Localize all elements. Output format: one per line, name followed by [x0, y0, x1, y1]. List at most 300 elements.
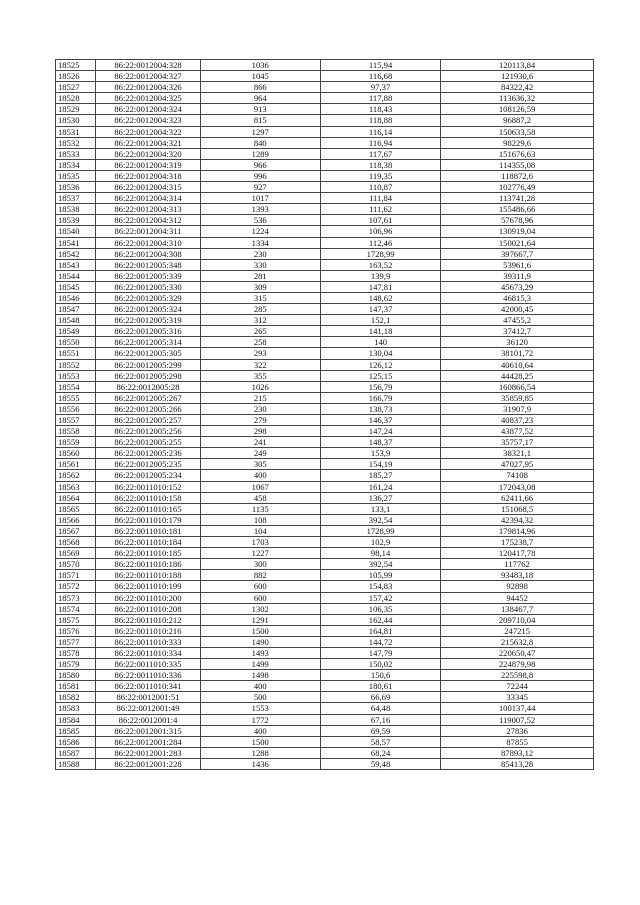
value-cell: 114355,08 [441, 159, 594, 170]
rate-cell: 125,15 [320, 370, 440, 381]
table-row [56, 270, 594, 281]
area-cell: 500 [200, 692, 320, 703]
data-table-body [56, 60, 594, 770]
value-cell: 31907,9 [441, 403, 594, 414]
cadastral-number-cell: 86:22:0011010:199 [96, 581, 200, 592]
area-cell: 300 [200, 559, 320, 570]
table-row [56, 71, 594, 82]
value-cell: 47455,2 [441, 315, 594, 326]
area-cell: 866 [200, 82, 320, 93]
value-cell: 119007,52 [441, 714, 594, 725]
area-cell: 249 [200, 448, 320, 459]
rate-cell: 64,48 [320, 703, 440, 714]
rate-cell: 102,9 [320, 537, 440, 548]
value-cell: 40837,23 [441, 415, 594, 426]
table-row [56, 636, 594, 647]
table-row [56, 370, 594, 381]
rate-cell: 157,42 [320, 592, 440, 603]
cadastral-number-cell: 86:22:0012005:236 [96, 448, 200, 459]
value-cell: 27836 [441, 725, 594, 736]
value-cell: 120417,78 [441, 548, 594, 559]
table-row [56, 148, 594, 159]
value-cell: 39311,9 [441, 270, 594, 281]
rate-cell: 107,61 [320, 215, 440, 226]
row-number-cell: 18529 [56, 104, 96, 115]
table-row [56, 426, 594, 437]
rate-cell: 156,79 [320, 381, 440, 392]
cadastral-number-cell: 86:22:0012004:326 [96, 82, 200, 93]
value-cell: 62411,66 [441, 492, 594, 503]
rate-cell: 115,94 [320, 60, 440, 71]
area-cell: 330 [200, 259, 320, 270]
table-row [56, 170, 594, 181]
rate-cell: 144,72 [320, 636, 440, 647]
row-number-cell: 18588 [56, 758, 96, 769]
table-row [56, 326, 594, 337]
rate-cell: 140 [320, 337, 440, 348]
table-row [56, 448, 594, 459]
value-cell: 225598,8 [441, 670, 594, 681]
area-cell: 1289 [200, 148, 320, 159]
table-row [56, 492, 594, 503]
value-cell: 102776,49 [441, 182, 594, 193]
row-number-cell: 18552 [56, 359, 96, 370]
area-cell: 966 [200, 159, 320, 170]
value-cell: 247215 [441, 625, 594, 636]
value-cell: 121930,6 [441, 71, 594, 82]
rate-cell: 136,27 [320, 492, 440, 503]
value-cell: 118872,6 [441, 170, 594, 181]
table-row [56, 437, 594, 448]
cadastral-number-cell: 86:22:0012005:257 [96, 415, 200, 426]
row-number-cell: 18572 [56, 581, 96, 592]
cadastral-number-cell: 86:22:0011010:152 [96, 481, 200, 492]
table-row [56, 248, 594, 259]
cadastral-number-cell: 86:22:0011010:200 [96, 592, 200, 603]
value-cell: 37412,7 [441, 326, 594, 337]
rate-cell: 164,81 [320, 625, 440, 636]
table-row [56, 60, 594, 71]
cadastral-number-cell: 86:22:0011010:341 [96, 681, 200, 692]
cadastral-number-cell: 86:22:0012005:348 [96, 259, 200, 270]
value-cell: 38101,72 [441, 348, 594, 359]
row-number-cell: 18542 [56, 248, 96, 259]
value-cell: 44428,25 [441, 370, 594, 381]
cadastral-number-cell: 86:22:0012005:339 [96, 270, 200, 281]
row-number-cell: 18547 [56, 304, 96, 315]
cadastral-number-cell: 86:22:0012005:324 [96, 304, 200, 315]
area-cell: 1135 [200, 503, 320, 514]
table-row [56, 315, 594, 326]
area-cell: 913 [200, 104, 320, 115]
table-row [56, 592, 594, 603]
row-number-cell: 18565 [56, 503, 96, 514]
area-cell: 258 [200, 337, 320, 348]
rate-cell: 185,27 [320, 470, 440, 481]
value-cell: 151676,63 [441, 148, 594, 159]
row-number-cell: 18578 [56, 647, 96, 658]
cadastral-number-cell: 86:22:0012005:299 [96, 359, 200, 370]
area-cell: 1067 [200, 481, 320, 492]
value-cell: 98229,6 [441, 137, 594, 148]
cadastral-number-cell: 86:22:0012005:319 [96, 315, 200, 326]
table-row [56, 581, 594, 592]
table-row [56, 137, 594, 148]
value-cell: 224879,98 [441, 659, 594, 670]
cadastral-number-cell: 86:22:0012004:325 [96, 93, 200, 104]
value-cell: 92898 [441, 581, 594, 592]
area-cell: 600 [200, 581, 320, 592]
area-cell: 293 [200, 348, 320, 359]
rate-cell: 116,14 [320, 126, 440, 137]
cadastral-number-cell: 86:22:0012001:315 [96, 725, 200, 736]
value-cell: 40610,64 [441, 359, 594, 370]
table-row [56, 714, 594, 725]
table-row [56, 337, 594, 348]
table-row [56, 525, 594, 536]
area-cell: 964 [200, 93, 320, 104]
table-row [56, 659, 594, 670]
area-cell: 1772 [200, 714, 320, 725]
cadastral-number-cell: 86:22:0012004:321 [96, 137, 200, 148]
area-cell: 309 [200, 281, 320, 292]
cadastral-number-cell: 86:22:0012005:298 [96, 370, 200, 381]
table-row [56, 182, 594, 193]
table-row [56, 747, 594, 758]
cadastral-number-cell: 86:22:0012001:4 [96, 714, 200, 725]
cadastral-number-cell: 86:22:0012001:51 [96, 692, 200, 703]
row-number-cell: 18534 [56, 159, 96, 170]
rate-cell: 126,12 [320, 359, 440, 370]
area-cell: 927 [200, 182, 320, 193]
rate-cell: 152,1 [320, 315, 440, 326]
row-number-cell: 18530 [56, 115, 96, 126]
cadastral-number-cell: 86:22:0012004:318 [96, 170, 200, 181]
area-cell: 298 [200, 426, 320, 437]
cadastral-number-cell: 86:22:0011010:181 [96, 525, 200, 536]
cadastral-number-cell: 86:22:0012004:323 [96, 115, 200, 126]
table-row [56, 359, 594, 370]
value-cell: 160866,54 [441, 381, 594, 392]
row-number-cell: 18568 [56, 537, 96, 548]
rate-cell: 118,88 [320, 115, 440, 126]
rate-cell: 163,52 [320, 259, 440, 270]
table-row [56, 614, 594, 625]
area-cell: 1393 [200, 204, 320, 215]
rate-cell: 150,02 [320, 659, 440, 670]
table-row [56, 381, 594, 392]
area-cell: 400 [200, 681, 320, 692]
value-cell: 172043,08 [441, 481, 594, 492]
table-row [56, 237, 594, 248]
rate-cell: 166,79 [320, 392, 440, 403]
value-cell: 151068,5 [441, 503, 594, 514]
rate-cell: 118,43 [320, 104, 440, 115]
table-row [56, 281, 594, 292]
value-cell: 209710,04 [441, 614, 594, 625]
value-cell: 397667,7 [441, 248, 594, 259]
value-cell: 38321,1 [441, 448, 594, 459]
cadastral-number-cell: 86:22:0012005:28 [96, 381, 200, 392]
rate-cell: 110,87 [320, 182, 440, 193]
cadastral-number-cell: 86:22:0011010:208 [96, 603, 200, 614]
row-number-cell: 18539 [56, 215, 96, 226]
value-cell: 46815,3 [441, 292, 594, 303]
row-number-cell: 18569 [56, 548, 96, 559]
value-cell: 117762 [441, 559, 594, 570]
area-cell: 1493 [200, 647, 320, 658]
value-cell: 108126,59 [441, 104, 594, 115]
area-cell: 230 [200, 248, 320, 259]
row-number-cell: 18543 [56, 259, 96, 270]
rate-cell: 147,24 [320, 426, 440, 437]
rate-cell: 1728,99 [320, 525, 440, 536]
cadastral-number-cell: 86:22:0012001:283 [96, 747, 200, 758]
area-cell: 1017 [200, 193, 320, 204]
row-number-cell: 18532 [56, 137, 96, 148]
row-number-cell: 18533 [56, 148, 96, 159]
row-number-cell: 18570 [56, 559, 96, 570]
table-row [56, 226, 594, 237]
table-row [56, 570, 594, 581]
cadastral-number-cell: 86:22:0012004:314 [96, 193, 200, 204]
area-cell: 315 [200, 292, 320, 303]
area-cell: 1490 [200, 636, 320, 647]
cadastral-number-cell: 86:22:0012005:256 [96, 426, 200, 437]
value-cell: 113636,32 [441, 93, 594, 104]
cadastral-number-cell: 86:22:0011010:334 [96, 647, 200, 658]
row-number-cell: 18553 [56, 370, 96, 381]
row-number-cell: 18577 [56, 636, 96, 647]
cadastral-number-cell: 86:22:0012005:235 [96, 459, 200, 470]
area-cell: 230 [200, 403, 320, 414]
area-cell: 241 [200, 437, 320, 448]
cadastral-number-cell: 86:22:0012001:284 [96, 736, 200, 747]
rate-cell: 111,62 [320, 204, 440, 215]
rate-cell: 1728,99 [320, 248, 440, 259]
value-cell: 45673,29 [441, 281, 594, 292]
value-cell: 150021,64 [441, 237, 594, 248]
rate-cell: 147,79 [320, 647, 440, 658]
rate-cell: 119,35 [320, 170, 440, 181]
row-number-cell: 18583 [56, 703, 96, 714]
area-cell: 1553 [200, 703, 320, 714]
cadastral-number-cell: 86:22:0012005:267 [96, 392, 200, 403]
rate-cell: 161,24 [320, 481, 440, 492]
cadastral-number-cell: 86:22:0012004:308 [96, 248, 200, 259]
rate-cell: 59,48 [320, 758, 440, 769]
table-row [56, 348, 594, 359]
table-row [56, 625, 594, 636]
cadastral-number-cell: 86:22:0012005:305 [96, 348, 200, 359]
cadastral-number-cell: 86:22:0012005:266 [96, 403, 200, 414]
area-cell: 1703 [200, 537, 320, 548]
table-row [56, 692, 594, 703]
value-cell: 179814,96 [441, 525, 594, 536]
row-number-cell: 18551 [56, 348, 96, 359]
area-cell: 1498 [200, 670, 320, 681]
row-number-cell: 18541 [56, 237, 96, 248]
cadastral-number-cell: 86:22:0012005:255 [96, 437, 200, 448]
rate-cell: 150,6 [320, 670, 440, 681]
rate-cell: 117,67 [320, 148, 440, 159]
cadastral-number-cell: 86:22:0012005:330 [96, 281, 200, 292]
value-cell: 84322,42 [441, 82, 594, 93]
row-number-cell: 18558 [56, 426, 96, 437]
row-number-cell: 18540 [56, 226, 96, 237]
area-cell: 279 [200, 415, 320, 426]
cadastral-number-cell: 86:22:0011010:212 [96, 614, 200, 625]
value-cell: 100137,44 [441, 703, 594, 714]
rate-cell: 68,24 [320, 747, 440, 758]
table-row [56, 392, 594, 403]
rate-cell: 97,37 [320, 82, 440, 93]
row-number-cell: 18546 [56, 292, 96, 303]
row-number-cell: 18585 [56, 725, 96, 736]
row-number-cell: 18581 [56, 681, 96, 692]
area-cell: 215 [200, 392, 320, 403]
rate-cell: 111,84 [320, 193, 440, 204]
cadastral-number-cell: 86:22:0012005:314 [96, 337, 200, 348]
row-number-cell: 18531 [56, 126, 96, 137]
cadastral-number-cell: 86:22:0011010:335 [96, 659, 200, 670]
area-cell: 400 [200, 725, 320, 736]
area-cell: 322 [200, 359, 320, 370]
rate-cell: 118,38 [320, 159, 440, 170]
area-cell: 458 [200, 492, 320, 503]
table-row [56, 126, 594, 137]
row-number-cell: 18545 [56, 281, 96, 292]
cadastral-number-cell: 86:22:0011010:336 [96, 670, 200, 681]
cadastral-number-cell: 86:22:0012004:315 [96, 182, 200, 193]
rate-cell: 154,83 [320, 581, 440, 592]
value-cell: 120113,84 [441, 60, 594, 71]
area-cell: 1224 [200, 226, 320, 237]
area-cell: 305 [200, 459, 320, 470]
row-number-cell: 18561 [56, 459, 96, 470]
row-number-cell: 18548 [56, 315, 96, 326]
value-cell: 87893,12 [441, 747, 594, 758]
data-table [55, 59, 594, 770]
row-number-cell: 18554 [56, 381, 96, 392]
table-row [56, 514, 594, 525]
rate-cell: 69,59 [320, 725, 440, 736]
cadastral-number-cell: 86:22:0011010:216 [96, 625, 200, 636]
row-number-cell: 18544 [56, 270, 96, 281]
cadastral-number-cell: 86:22:0012004:311 [96, 226, 200, 237]
area-cell: 400 [200, 470, 320, 481]
table-row [56, 215, 594, 226]
row-number-cell: 18557 [56, 415, 96, 426]
rate-cell: 147,81 [320, 281, 440, 292]
area-cell: 1291 [200, 614, 320, 625]
table-row [56, 82, 594, 93]
area-cell: 104 [200, 525, 320, 536]
rate-cell: 162,44 [320, 614, 440, 625]
rate-cell: 146,37 [320, 415, 440, 426]
rate-cell: 392,54 [320, 559, 440, 570]
cadastral-number-cell: 86:22:0012004:313 [96, 204, 200, 215]
area-cell: 600 [200, 592, 320, 603]
cadastral-number-cell: 86:22:0011010:179 [96, 514, 200, 525]
value-cell: 35757,17 [441, 437, 594, 448]
value-cell: 150633,58 [441, 126, 594, 137]
rate-cell: 130,04 [320, 348, 440, 359]
rate-cell: 133,1 [320, 503, 440, 514]
table-row [56, 725, 594, 736]
table-row [56, 670, 594, 681]
value-cell: 130919,04 [441, 226, 594, 237]
row-number-cell: 18587 [56, 747, 96, 758]
rate-cell: 154,19 [320, 459, 440, 470]
row-number-cell: 18582 [56, 692, 96, 703]
table-row [56, 681, 594, 692]
cadastral-number-cell: 86:22:0012005:316 [96, 326, 200, 337]
rate-cell: 148,62 [320, 292, 440, 303]
row-number-cell: 18564 [56, 492, 96, 503]
table-row [56, 403, 594, 414]
table-row [56, 559, 594, 570]
rate-cell: 141,18 [320, 326, 440, 337]
value-cell: 94452 [441, 592, 594, 603]
cadastral-number-cell: 86:22:0012004:320 [96, 148, 200, 159]
area-cell: 1227 [200, 548, 320, 559]
table-row [56, 758, 594, 769]
rate-cell: 98,14 [320, 548, 440, 559]
value-cell: 42394,32 [441, 514, 594, 525]
table-row [56, 159, 594, 170]
cadastral-number-cell: 86:22:0012001:49 [96, 703, 200, 714]
cadastral-number-cell: 86:22:0011010:185 [96, 548, 200, 559]
cadastral-number-cell: 86:22:0011010:184 [96, 537, 200, 548]
value-cell: 42000,45 [441, 304, 594, 315]
area-cell: 355 [200, 370, 320, 381]
rate-cell: 106,35 [320, 603, 440, 614]
table-row [56, 603, 594, 614]
row-number-cell: 18549 [56, 326, 96, 337]
cadastral-number-cell: 86:22:0012004:312 [96, 215, 200, 226]
cadastral-number-cell: 86:22:0012005:234 [96, 470, 200, 481]
table-row [56, 459, 594, 470]
row-number-cell: 18550 [56, 337, 96, 348]
table-row [56, 470, 594, 481]
area-cell: 285 [200, 304, 320, 315]
rate-cell: 139,9 [320, 270, 440, 281]
area-cell: 840 [200, 137, 320, 148]
value-cell: 215632,8 [441, 636, 594, 647]
rate-cell: 105,99 [320, 570, 440, 581]
row-number-cell: 18560 [56, 448, 96, 459]
table-row [56, 304, 594, 315]
value-cell: 138467,7 [441, 603, 594, 614]
cadastral-number-cell: 86:22:0012004:310 [96, 237, 200, 248]
row-number-cell: 18584 [56, 714, 96, 725]
cadastral-number-cell: 86:22:0011010:158 [96, 492, 200, 503]
row-number-cell: 18574 [56, 603, 96, 614]
rate-cell: 116,94 [320, 137, 440, 148]
value-cell: 113741,28 [441, 193, 594, 204]
value-cell: 47027,95 [441, 459, 594, 470]
row-number-cell: 18535 [56, 170, 96, 181]
area-cell: 281 [200, 270, 320, 281]
rate-cell: 138,73 [320, 403, 440, 414]
value-cell: 72244 [441, 681, 594, 692]
area-cell: 815 [200, 115, 320, 126]
table-row [56, 736, 594, 747]
table-row [56, 703, 594, 714]
rate-cell: 117,88 [320, 93, 440, 104]
cadastral-number-cell: 86:22:0012004:324 [96, 104, 200, 115]
